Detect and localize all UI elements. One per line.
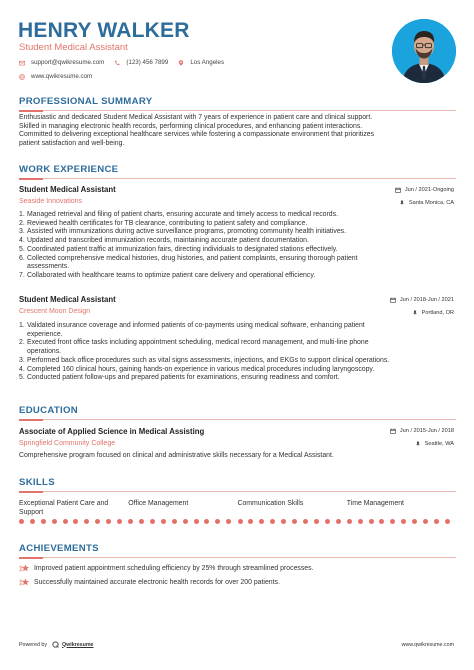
skill-dot [183, 519, 188, 524]
skill-name: Exceptional Patient Care and Support [19, 500, 109, 516]
powered-by-label: Powered by [19, 641, 47, 648]
summary-line: patient satisfaction and well-being. [19, 140, 125, 148]
contact-email[interactable] [19, 59, 104, 66]
skill-item [347, 500, 456, 524]
globe-icon [19, 74, 25, 80]
skill-name: Communication Skills [237, 500, 304, 507]
skill-dot [128, 519, 133, 524]
profile-photo-illustration [392, 19, 456, 83]
skill-dot [259, 519, 264, 524]
job-dates-text: Jun / 2021-Ongoing [404, 187, 454, 193]
skill-dot [379, 519, 384, 524]
skill-dot [172, 519, 177, 524]
skill-dot [41, 519, 46, 524]
star-ribbon-icon [19, 578, 30, 587]
education-divider [19, 419, 456, 420]
summary-title: PROFESSIONAL SUMMARY [19, 96, 153, 107]
skill-dot [161, 519, 166, 524]
school-name: Springfield Community College [19, 440, 116, 447]
summary-line: Committed to delivering exceptional healthcare services while fostering a compassionate environment that prioritizes [19, 131, 375, 139]
list-item: 4. Updated and transcribed immunization records, maintaining accurate patient documentation. [19, 237, 309, 245]
skill-dot [204, 519, 209, 524]
contact-phone[interactable] [114, 59, 168, 66]
job-location [399, 200, 454, 206]
skill-dot [238, 519, 243, 524]
skill-dot [73, 519, 78, 524]
skill-dot [139, 519, 144, 524]
skills-list [19, 500, 456, 524]
contact-line-2 [19, 72, 234, 81]
list-item: 3. Performed back office procedures such as vital signs assessments, injections, and EKGs to support clinical operations. [19, 356, 390, 364]
skill-dot [325, 519, 330, 524]
skill-rating [238, 519, 347, 524]
skill-dot [150, 519, 155, 524]
achievements-divider [19, 557, 456, 558]
list-item: 3. Assisted with immunizations during active surveillance programs, promoting community health initiatives. [19, 228, 347, 236]
pin-icon [399, 200, 405, 206]
skill-dot [314, 519, 319, 524]
pin-icon [415, 441, 421, 447]
qwikresume-logo-icon [52, 641, 59, 648]
candidate-role: Student Medical Assistant [19, 42, 128, 53]
envelope-icon [19, 60, 25, 66]
education-dates [390, 428, 454, 434]
pin-icon [412, 310, 418, 316]
list-item: operations. [27, 348, 62, 356]
list-item: experience. [27, 330, 63, 338]
skill-dot [292, 519, 297, 524]
degree-title: Associate of Applied Science in Medical Assisting [19, 427, 205, 436]
candidate-name: HENRY WALKER [18, 19, 190, 42]
skill-rating [347, 519, 456, 524]
experience-divider [19, 178, 456, 179]
summary-line: Skilled in managing electronic health records, performing clinical procedures, and enhancing patient interactions. [19, 122, 363, 130]
skill-item [238, 500, 347, 524]
skill-name: Office Management [128, 500, 189, 507]
education-title: EDUCATION [19, 405, 79, 416]
calendar-icon [395, 187, 401, 193]
achievement-item [19, 564, 314, 573]
skill-dot [95, 519, 100, 524]
skill-rating [19, 519, 128, 524]
skill-dot [52, 519, 57, 524]
footer [0, 637, 474, 651]
skill-dot [226, 519, 231, 524]
skill-dot [412, 519, 417, 524]
job-dates [395, 187, 454, 193]
list-item: 5. Coordinated patient traffic at immunization fairs, directing individuals to designated stations effectively. [19, 245, 338, 253]
job-dates-text: Jun / 2018-Jun / 2021 [399, 297, 454, 303]
phone-icon [114, 60, 120, 66]
calendar-icon [390, 297, 396, 303]
calendar-icon [390, 428, 396, 434]
skill-dot [401, 519, 406, 524]
contact-website[interactable] [19, 73, 92, 80]
list-item: 7. Collaborated with healthcare teams to optimize patient care delivery and operational efficiency. [19, 271, 316, 279]
list-item: 1. Managed retrieval and filing of patient charts, ensuring accurate and timely access to medical records. [19, 211, 339, 218]
job-location [412, 310, 454, 316]
map-pin-icon [178, 60, 184, 66]
skill-dot [347, 519, 352, 524]
skill-dot [423, 519, 428, 524]
job-bullets [19, 322, 443, 383]
powered-by [19, 641, 94, 648]
skill-name: Time Management [346, 500, 404, 507]
star-ribbon-icon [19, 564, 30, 573]
skill-dot [303, 519, 308, 524]
skills-divider [19, 491, 456, 492]
skill-dot [390, 519, 395, 524]
summary-text [19, 114, 459, 149]
education-dates-text: Jun / 2015-Jun / 2018 [399, 428, 454, 434]
avatar [392, 19, 456, 83]
contact-location-text: Los Angeles [190, 59, 225, 66]
skill-dot [369, 519, 374, 524]
contact-email-text: support@qwikresume.com [31, 59, 105, 66]
skill-dot [358, 519, 363, 524]
list-item: 1. Validated insurance coverage and informed patients of co-payments using medical software, enhancing patient [19, 322, 365, 329]
footer-brand-link[interactable]: Qwikresume [61, 641, 94, 648]
footer-url[interactable]: www.qwikresume.com [401, 642, 454, 648]
list-item: 5. Conducted patient follow-ups and prepared patients for examinations, ensuring readiness and comfort. [19, 374, 340, 382]
experience-title: WORK EXPERIENCE [19, 164, 119, 175]
skill-dot [106, 519, 111, 524]
list-item: 4. Completed 160 clinical hours, gaining hands-on experience in various medical procedures including laryngoscopy. [19, 365, 375, 373]
skill-dot [445, 519, 450, 524]
achievement-text: Improved patient appointment scheduling efficiency by 25% through streamlined processes. [34, 565, 314, 572]
contact-phone-text: (123) 456 7899 [126, 59, 169, 66]
skill-rating [128, 519, 237, 524]
skill-dot [84, 519, 89, 524]
achievements-title: ACHIEVEMENTS [19, 543, 99, 554]
job-location-text: Santa Monica, CA [408, 200, 454, 206]
contact-website-text: www.qwikresume.com [31, 73, 93, 80]
contact-line-1 [19, 58, 234, 67]
job-location-text: Portland, OR [421, 310, 454, 316]
skill-item [19, 500, 128, 524]
job-title: Student Medical Assistant [19, 185, 116, 194]
skill-dot [63, 519, 68, 524]
skill-dot [248, 519, 253, 524]
skill-dot [281, 519, 286, 524]
skill-dot [270, 519, 275, 524]
summary-divider [19, 110, 456, 111]
job-bullets [19, 211, 443, 281]
skill-dot [19, 519, 24, 524]
job-title: Student Medical Assistant [19, 295, 116, 304]
skills-title: SKILLS [19, 477, 55, 488]
list-item: 6. Collected comprehensive medical histories, drug histories, and patient complaints, ensuring thorough patient [19, 254, 358, 262]
contact-location [178, 59, 224, 66]
skill-item [128, 500, 237, 524]
contact-block [19, 58, 234, 86]
education-description: Comprehensive program focused on clinical and administrative skills necessary for a Medical Assistant. [19, 452, 334, 459]
skill-dot [215, 519, 220, 524]
list-item: 2. Reviewed health certificates for TB clearance, contributing to patient safety and compliance. [19, 219, 308, 227]
list-item: 2. Executed front office tasks including appointment scheduling, medical record management, and multi-line phone [19, 339, 369, 347]
job-dates [390, 297, 454, 303]
skill-dot [336, 519, 341, 524]
education-location-text: Seattle, WA [424, 441, 454, 447]
achievement-text: Successfully maintained accurate electronic health records for over 200 patients. [34, 579, 280, 586]
skill-dot [30, 519, 35, 524]
company-name: Seaside Innovations [19, 198, 83, 205]
skill-dot [434, 519, 439, 524]
list-item: assessments. [27, 263, 70, 271]
skill-dot [117, 519, 122, 524]
achievement-item [19, 578, 280, 587]
company-name: Crescent Moon Design [19, 308, 91, 315]
education-location [415, 441, 454, 447]
summary-line: Enthusiastic and dedicated Student Medical Assistant with 7 years of experience in patient care and clinical support. [19, 114, 373, 121]
skill-dot [194, 519, 199, 524]
